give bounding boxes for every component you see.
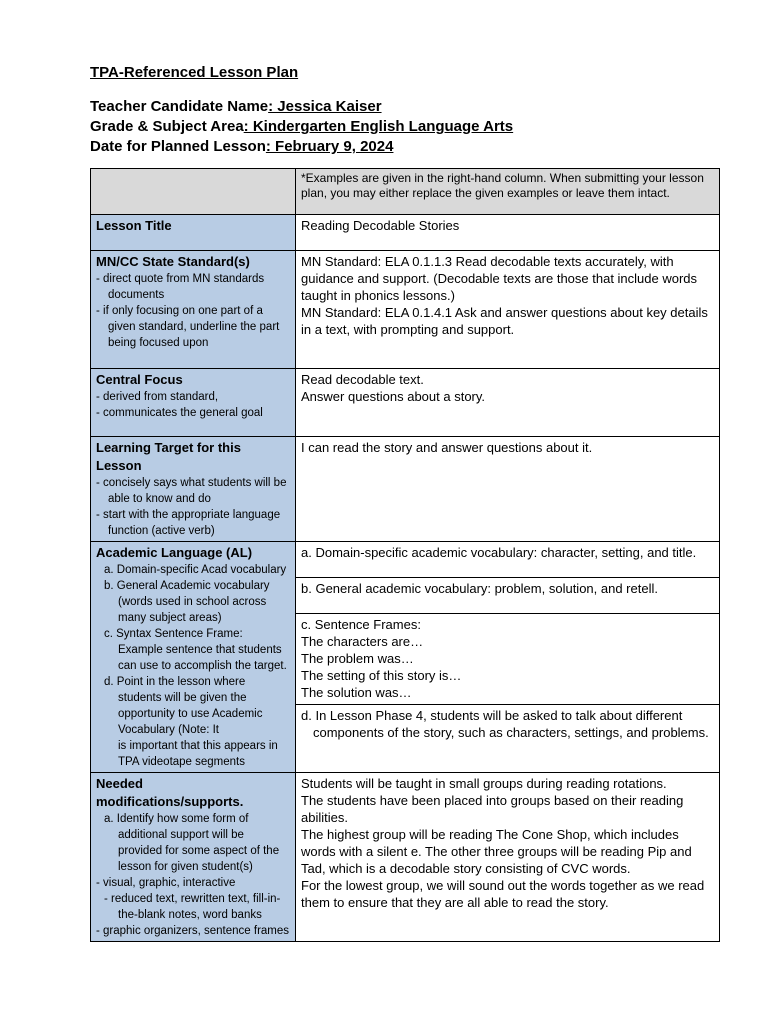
table-row-modifications: [91, 773, 720, 942]
candidate-info: [90, 97, 513, 157]
academic-language-note: b. General Academic vocabulary (words used in school across many subject areas): [104, 580, 270, 624]
learning-target-note: - start with the appropriate language function (active verb): [96, 509, 281, 537]
teacher-name-value: : Jessica Kaiser: [268, 98, 382, 115]
learning-target-label: Learning Target for this Lesson: [96, 440, 241, 473]
lesson-title-label-cell: [91, 215, 296, 251]
central-focus-text: Read decodable text.: [301, 372, 424, 387]
modification-text: Students will be taught in small groups during reading rotations.: [301, 776, 667, 791]
lesson-date-line: [90, 137, 513, 157]
lesson-phase-text: d. In Lesson Phase 4, students will be asked to talk about different components of the story, such as characters, settings, and problems.: [301, 707, 709, 740]
learning-target-value: I can read the story and answer questions about it.: [296, 437, 720, 542]
table-row-central-focus: [91, 369, 720, 437]
standard-text: MN Standard: ELA 0.1.1.3 Read decodable texts accurately, with guidance and support. (Decodable texts are those that include words taught in phonics lessons.): [301, 254, 698, 303]
document-header: [90, 64, 513, 157]
central-focus-text: Answer questions about a story.: [301, 389, 486, 404]
document-title: TPA-Referenced Lesson Plan: [90, 64, 299, 81]
lesson-phase-cell: [296, 704, 720, 772]
standard-text: MN Standard: ELA 0.1.4.1 Ask and answer questions about key details in a text, with prompting and support.: [301, 305, 708, 337]
modifications-note: - visual, graphic, interactive: [96, 877, 236, 889]
academic-language-note: is important that this appears in TPA videotape segments: [118, 740, 278, 768]
sentence-frame: The problem was…: [301, 651, 414, 667]
modifications-label: Needed modifications/supports.: [96, 776, 244, 809]
academic-language-label-cell: [91, 542, 296, 773]
intro-note: *Examples are given in the right-hand column. When submitting your lesson plan, you may either replace the given examples or leave them intact.: [296, 169, 720, 215]
table-row-learning-target: [91, 437, 720, 542]
teacher-name-line: [90, 97, 513, 117]
sentence-frame: The setting of this story is…: [301, 668, 462, 684]
table-row-intro: [91, 169, 720, 215]
standards-note: - direct quote from MN standards documents: [96, 273, 265, 301]
modifications-label-cell: [91, 773, 296, 942]
general-vocabulary-value: b. General academic vocabulary: problem, solution, and retell.: [296, 578, 720, 614]
modifications-note: - graphic organizers, sentence frames: [96, 925, 290, 937]
modifications-note: a. Identify how some form of additional support will be provided for some aspect of the lesson for given student(s): [104, 813, 280, 873]
learning-target-note: - concisely says what students will be able to know and do: [96, 477, 287, 505]
learning-target-label-cell: [91, 437, 296, 542]
standards-label-cell: [91, 251, 296, 369]
grade-subject-line: [90, 117, 513, 137]
modifications-value-cell: [296, 773, 720, 942]
lesson-plan-table: [90, 168, 720, 942]
academic-language-note: c. Syntax Sentence Frame: Example sentence that students can use to accomplish the target.: [104, 628, 287, 672]
lesson-date-label: Date for Planned Lesson: [90, 138, 266, 155]
modifications-note: - reduced text, rewritten text, fill-in-the-blank notes, word banks: [104, 893, 281, 921]
modification-text: The highest group will be reading The Cone Shop, which includes words with a silent e. The other three groups will be reading Pip and Tad, which is a decodable story consisting of CVC words.: [301, 827, 692, 876]
lesson-title-value: Reading Decodable Stories: [296, 215, 720, 251]
academic-language-note: d. Point in the lesson where students will be given the opportunity to use Academic Vocabulary (Note: It: [104, 676, 263, 736]
standards-label: MN/CC State Standard(s): [96, 254, 250, 269]
modification-text: The students have been placed into groups based on their reading abilities.: [301, 793, 684, 825]
intro-left-cell: [91, 169, 296, 215]
central-focus-note: - communicates the general goal: [96, 407, 263, 419]
central-focus-value-cell: [296, 369, 720, 437]
sentence-frame: The solution was…: [301, 685, 412, 701]
lesson-title-label: Lesson Title: [96, 218, 172, 233]
academic-language-note: a. Domain-specific Acad vocabulary: [104, 564, 287, 576]
standards-note: - if only focusing on one part of a given standard, underline the part being focused upon: [96, 305, 280, 349]
standards-value-cell: [296, 251, 720, 369]
table-row-academic-language-a: [91, 542, 720, 578]
table-row-standards: [91, 251, 720, 369]
sentence-frame: The characters are…: [301, 634, 424, 650]
teacher-name-label: Teacher Candidate Name: [90, 98, 269, 115]
grade-subject-value: : Kindergarten English Language Arts: [243, 118, 514, 135]
grade-subject-label: Grade & Subject Area: [90, 118, 244, 135]
domain-vocabulary-value: a. Domain-specific academic vocabulary: character, setting, and title.: [296, 542, 720, 578]
academic-language-label: Academic Language (AL): [96, 545, 253, 560]
central-focus-label-cell: [91, 369, 296, 437]
sentence-frame: c. Sentence Frames:: [301, 617, 421, 633]
modification-text: For the lowest group, we will sound out the words together as we read them to ensure that they are all able to read the story.: [301, 878, 705, 910]
table-row-lesson-title: [91, 215, 720, 251]
central-focus-note: - derived from standard,: [96, 391, 219, 403]
sentence-frames-cell: [296, 614, 720, 704]
central-focus-label: Central Focus: [96, 372, 183, 387]
lesson-date-value: : February 9, 2024: [265, 138, 394, 155]
